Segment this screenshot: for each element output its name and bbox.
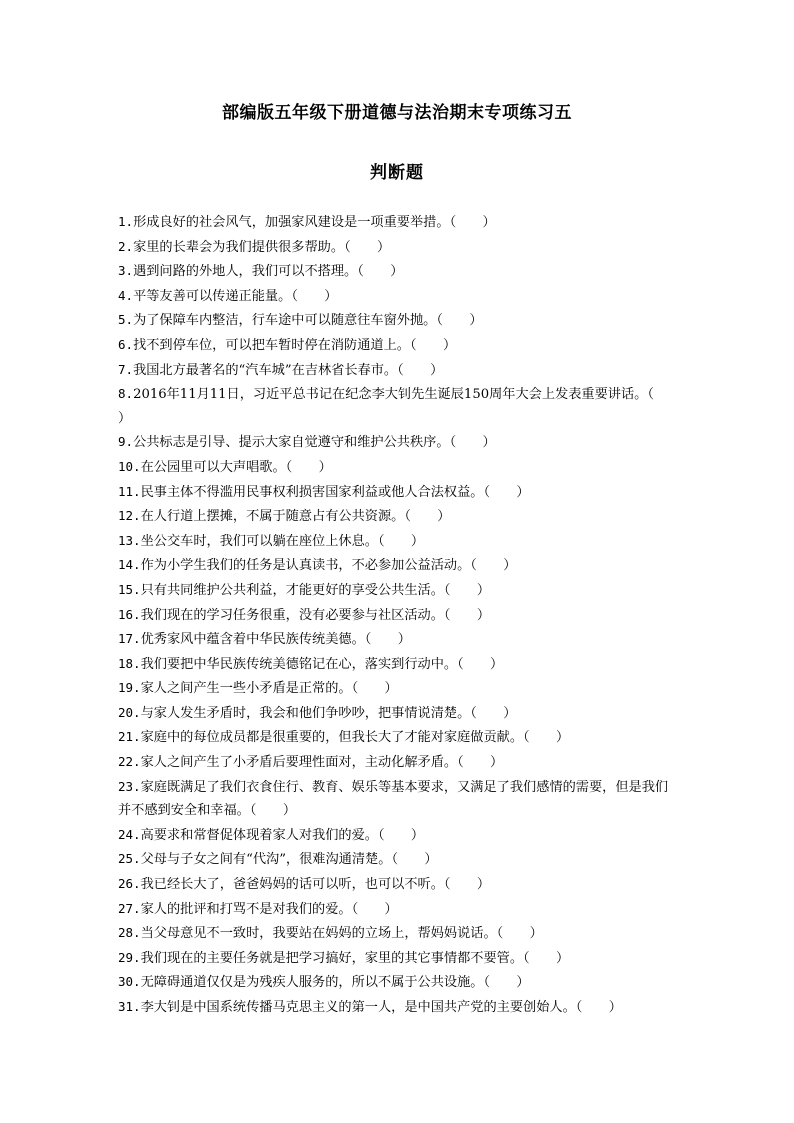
question-item xyxy=(118,358,678,383)
question-item xyxy=(118,259,678,284)
question-item xyxy=(118,970,678,995)
question-number: 21. xyxy=(118,729,141,745)
question-item xyxy=(118,750,678,775)
question-number: 1. xyxy=(118,214,134,229)
question-item xyxy=(118,701,678,726)
question-number: 26. xyxy=(118,876,141,892)
question-item xyxy=(118,847,678,872)
question-item xyxy=(118,480,678,505)
question-item xyxy=(118,725,678,750)
question-text: 无障碍通道仅仅是为残疾人服务的，所以不属于公共设施。（ ） xyxy=(140,975,530,991)
question-text: 家庭既满足了我们衣食住行、教育、娱乐等基本要求，又满足了我们感情的需要，但是我们并不感到安全和幸福。（ ） xyxy=(118,779,669,819)
question-item xyxy=(118,823,678,848)
question-item xyxy=(118,382,681,430)
question-item xyxy=(118,946,678,971)
question-item xyxy=(118,235,678,260)
question-item xyxy=(118,529,678,554)
question-item xyxy=(118,284,678,309)
question-item xyxy=(118,308,678,333)
section-heading: 判断题 xyxy=(370,163,424,183)
question-item xyxy=(118,921,678,946)
question-number: 31. xyxy=(118,999,141,1014)
question-number: 28. xyxy=(118,925,141,941)
question-item xyxy=(118,603,678,628)
question-number: 6. xyxy=(118,336,134,352)
question-item xyxy=(118,995,678,1020)
question-item xyxy=(118,210,678,235)
question-number: 11. xyxy=(118,483,141,499)
question-item xyxy=(118,455,678,480)
question-number: 14. xyxy=(118,557,141,573)
question-text: 形成良好的社会风气，加强家风建设是一项重要举措。（ ） xyxy=(133,215,496,230)
question-number: 13. xyxy=(118,532,141,548)
question-item xyxy=(118,676,678,701)
question-text: 父母与子女之间有“代沟”，很难沟通清楚。（ ） xyxy=(140,852,438,868)
question-number: 7. xyxy=(118,361,134,377)
question-text: 我已经长大了，爸爸妈妈的话可以听，也可以不听。（ ） xyxy=(140,877,491,893)
question-number: 16. xyxy=(118,606,141,622)
question-text: 我们要把中华民族传统美德铭记在心，落实到行动中。（ ） xyxy=(140,656,504,672)
question-text: 家人的批评和打骂不是对我们的爱。（ ） xyxy=(140,901,398,917)
question-text: 家人之间产生一些小矛盾是正常的。（ ） xyxy=(140,681,398,697)
question-item xyxy=(118,553,678,578)
question-text: 只有共同维护公共利益，才能更好的享受公共生活。（ ） xyxy=(140,582,491,598)
question-item xyxy=(118,333,678,358)
question-number: 10. xyxy=(118,458,141,474)
question-text: 优秀家风中蕴含着中华民族传统美德。（ ） xyxy=(140,632,411,648)
question-text: 与家人发生矛盾时，我会和他们争吵吵，把事情说清楚。（ ） xyxy=(140,705,517,721)
question-text: 公共标志是引导、提示大家自觉遵守和维护公共秩序。（ ） xyxy=(133,435,496,451)
question-list xyxy=(118,210,681,1020)
question-item xyxy=(118,578,678,603)
question-text: 我国北方最著名的“汽车城”在吉林省长春市。（ ） xyxy=(133,362,444,378)
question-item xyxy=(118,504,678,529)
question-text: 为了保障车内整洁，行车途中可以随意往车窗外抛。（ ） xyxy=(133,313,483,329)
question-text: 作为小学生我们的任务是认真读书，不必参加公益活动。（ ） xyxy=(140,558,517,574)
question-text: 李大钊是中国系统传播马克思主义的第一人，是中国共产党的主要创始人。（ ） xyxy=(140,1000,622,1015)
question-number: 20. xyxy=(118,704,141,720)
question-item xyxy=(118,652,678,677)
question-number: 25. xyxy=(118,851,141,867)
question-number: 5. xyxy=(118,312,134,328)
question-text: 民事主体不得滥用民事权利损害国家利益或他人合法权益。（ ） xyxy=(140,484,530,500)
question-text: 2016年11月11日，习近平总书记在纪念李大钊先生诞辰150周年大会上发表重要讲话。（ ） xyxy=(118,387,681,426)
question-text: 坐公交车时，我们可以躺在座位上休息。（ ） xyxy=(140,533,425,549)
document-title: 部编版五年级下册道德与法治期末专项练习五 xyxy=(222,103,572,123)
question-number: 30. xyxy=(118,974,141,990)
question-number: 17. xyxy=(118,631,141,647)
question-text: 当父母意见不一致时，我要站在妈妈的立场上，帮妈妈说话。（ ） xyxy=(140,926,543,942)
question-item xyxy=(118,897,678,922)
question-text: 找不到停车位，可以把车暂时停在消防通道上。（ ） xyxy=(133,337,457,353)
question-text: 在人行道上摆摊，不属于随意占有公共资源。（ ） xyxy=(140,509,451,525)
question-number: 18. xyxy=(118,655,141,671)
question-text: 我们现在的学习任务很重，没有必要参与社区活动。（ ） xyxy=(140,607,491,623)
question-text: 平等友善可以传递正能量。（ ） xyxy=(133,288,338,304)
question-item xyxy=(118,872,678,897)
question-text: 我们现在的主要任务就是把学习搞好，家里的其它事情都不要管。（ ） xyxy=(140,950,570,966)
question-number: 29. xyxy=(118,949,141,965)
question-number: 12. xyxy=(118,508,141,524)
question-number: 19. xyxy=(118,680,141,696)
question-number: 22. xyxy=(118,754,141,770)
question-number: 24. xyxy=(118,826,141,842)
question-number: 27. xyxy=(118,900,141,916)
question-text: 家庭中的每位成员都是很重要的，但我长大了才能对家庭做贡献。（ ） xyxy=(140,730,570,746)
question-text: 家里的长辈会为我们提供很多帮助。（ ） xyxy=(133,239,391,255)
question-item xyxy=(118,775,678,823)
question-text: 家人之间产生了小矛盾后要理性面对，主动化解矛盾。（ ） xyxy=(140,755,504,771)
question-number: 3. xyxy=(118,263,134,279)
question-number: 23. xyxy=(118,778,141,794)
question-text: 遇到问路的外地人，我们可以不搭理。（ ） xyxy=(133,264,404,280)
question-number: 2. xyxy=(118,238,134,254)
question-number: 9. xyxy=(118,434,134,450)
question-text: 在公园里可以大声唱歌。（ ） xyxy=(140,459,332,475)
question-item xyxy=(118,430,678,455)
question-number: 4. xyxy=(118,287,134,303)
question-item xyxy=(118,627,678,652)
question-number: 8. xyxy=(118,386,134,402)
question-number: 15. xyxy=(118,581,141,597)
question-text: 高要求和常督促体现着家人对我们的爱。（ ） xyxy=(140,827,425,843)
